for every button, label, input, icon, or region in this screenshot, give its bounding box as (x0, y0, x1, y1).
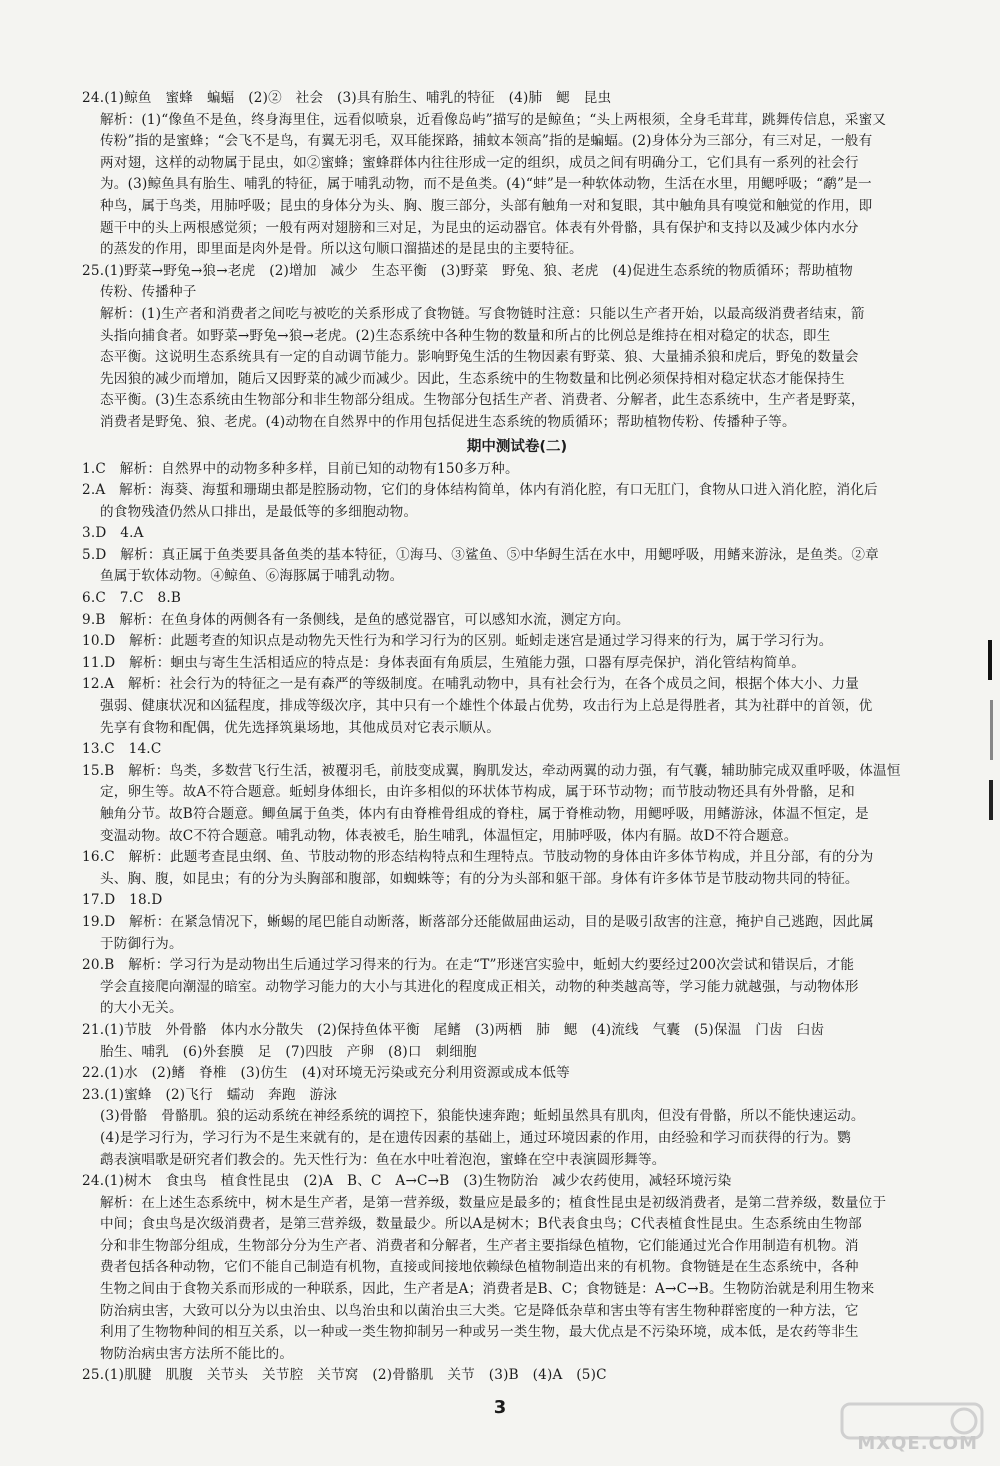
text-line: 态平衡。这说明生态系统具有一定的自动调节能力。影响野兔生活的生物因素有野菜、狼、大量捕杀狼和虎后，野兔的数量会 (100, 349, 859, 366)
text-line: 20.B 解析：学习行为是动物出生后通过学习得来的行为。在走“T”形迷宫实验中，蚯蚓大约要经过200次尝试和错误后，才能 (82, 957, 855, 974)
text-line: 物防治病虫害方法所不能比的。 (100, 1345, 294, 1362)
text-line: 利用了生物物种间的相互关系，以一种或一类生物抑制另一种或另一类生物，最大优点是不污染环境，成本低，是农药等非生 (100, 1324, 859, 1341)
text-line: 2.A 解析：海葵、海蜇和珊瑚虫都是腔肠动物，它们的身体结构简单，体内有消化腔，有口无肛门，食物从口进入消化腔，消化后 (82, 482, 878, 499)
text-line: 头、胸、腹，如昆虫；有的分为头胸部和腹部，如蜘蛛等；有的分为头部和躯干部。身体有许多体节是节肢动物共同的特征。 (100, 870, 859, 887)
text-line: 先因狼的减少而增加，随后又因野菜的减少而减少。因此，生态系统中的生物数量和比例必须保持相对稳定状态才能保持生 (100, 370, 845, 387)
text-line: 于防御行为。 (100, 935, 183, 952)
text-line: 5.D 解析：真正属于鱼类要具备鱼类的基本特征，①海马、③鲨鱼、⑤中华鲟生活在水中，用鳃呼吸，用鳍来游泳，是鱼类。②章 (82, 546, 879, 563)
text-line: 防治病虫害，大致可以分为以虫治虫、以鸟治虫和以菌治虫三大类。它是降低杂草和害虫等有害生物种群密度的一种方法，它 (100, 1302, 859, 1319)
text-line: 解析：(1)生产者和消费者之间吃与被吃的关系形成了食物链。写食物链时注意：只能以生产者开始，以最高级消费者结束，箭 (100, 305, 865, 322)
text-line: 变温动物。故C不符合题意。哺乳动物，体表被毛，胎生哺乳，体温恒定，用肺呼吸，体内有膈。故D不符合题意。 (100, 827, 798, 844)
text-line: 9.B 解析：在鱼身体的两侧各有一条侧线，是鱼的感觉器官，可以感知水流，测定方向。 (82, 611, 630, 628)
text-line: 传粉”指的是蜜蜂；“会飞不是鸟，有翼无羽毛，双耳能探路，捕蚊本领高”指的是蝙蝠。(2)身体分为三部分，有三对足，一般有 (100, 133, 873, 150)
answer-block-part2 (82, 459, 952, 1388)
text-line: 解析：(1)“像鱼不是鱼，终身海里住，远看似喷泉，近看像岛屿”描写的是鲸鱼；“头上两根须，全身毛茸茸，跳舞传信息，采蜜又 (100, 111, 887, 128)
watermark-logo (832, 1402, 992, 1460)
text-line: 两对翅，这样的动物属于昆虫，如②蜜蜂；蜜蜂群体内往往形成一定的组织，成员之间有明确分工，它们具有一系列的社会行 (100, 154, 859, 171)
text-line: 的蒸发的作用，即里面是肉外是骨。所以这句顺口溜描述的是昆虫的主要特征。 (100, 241, 583, 258)
text-line: 题干中的头上两根感觉须；一般有两对翅膀和三对足，为昆虫的运动器官。体表有外骨骼，具有保护和支持以及减少体内水分 (100, 219, 859, 236)
document-page (82, 88, 952, 1387)
text-line: 胎生、哺乳 (6)外套膜 足 (7)四肢 产卵 (8)口 刺细胞 (100, 1043, 477, 1060)
text-line: 24.(1)鲸鱼 蜜蜂 蝙蝠 (2)② 社会 (3)具有胎生、哺乳的特征 (4)肺 鳃 昆虫 (82, 90, 612, 106)
text-line: 先享有食物和配偶，优先选择筑巢场地，其他成员对它表示顺从。 (100, 719, 501, 736)
text-line: 传粉、传播种子 (100, 284, 197, 301)
text-line: 头指向捕食者。如野菜→野兔→狼→老虎。(2)生态系统中各种生物的数量和所占的比例总是维持在相对稳定的状态，即生 (100, 327, 831, 344)
text-line: 16.C 解析：此题考查昆虫纲、鱼、节肢动物的形态结构特点和生理特点。节肢动物的身体由许多体节构成，并且分部，有的分为 (82, 849, 874, 866)
text-line: 定，卵生等。故A不符合题意。蚯蚓身体细长，由许多相似的环状体节构成，属于环节动物；而节肢动物还具有外骨骼，足和 (100, 784, 855, 801)
text-line: 态平衡。(3)生态系统由生物部分和非生物部分组成。生物部分包括生产者、消费者、分解者，此生态系统中，生产者是野菜， (100, 392, 865, 409)
text-line: 触角分节。故B符合题意。鲫鱼属于鱼类，体内有由脊椎骨组成的脊柱，属于脊椎动物，用鳃呼吸，用鳍游泳，体温不恒定，是 (100, 806, 869, 822)
text-line: 鱼属于软体动物。④鲸鱼、⑥海豚属于哺乳动物。 (100, 568, 404, 585)
text-line: 15.B 解析：鸟类，多数营飞行生活，被覆羽毛，前肢变成翼，胸肌发达，牵动两翼的动力强，有气囊，辅助肺完成双重呼吸，体温恒 (82, 762, 901, 779)
text-line: 25.(1)肌腱 肌腹 关节头 关节腔 关节窝 (2)骨骼肌 关节 (3)B (4)A (5)C (82, 1367, 607, 1384)
text-line: 种鸟，属于鸟类，用肺呼吸；昆虫的身体分为头、胸、腹三部分，头部有触角一对和复眼，其中触角具有嗅觉和触觉的作用，即 (100, 197, 873, 214)
text-line: 17.D 18.D (82, 892, 163, 909)
text-line: 1.C 解析：自然界中的动物多种多样，目前已知的动物有150多万种。 (82, 460, 519, 477)
text-line: 解析：在上述生态系统中，树木是生产者，是第一营养级，数量应是最多的；植食性昆虫是初级消费者，是第二营养级，数量位于 (100, 1194, 887, 1211)
binding-edge-mark (978, 620, 1000, 840)
watermark-text: MXQE.COM (857, 1433, 978, 1454)
text-line: 19.D 解析：在紧急情况下，蜥蜴的尾巴能自动断落，断落部分还能做屈曲运动，目的是吸引敌害的注意，掩护自己逃跑，因此属 (82, 913, 874, 930)
answer-block-part1 (82, 88, 952, 434)
text-line: 中间；食虫鸟是次级消费者，是第三营养级，数量最少。所以A是树木；B代表食虫鸟；C代表植食性昆虫。生态系统由生物部 (100, 1216, 862, 1233)
section-title: 期中测试卷(二) (466, 438, 568, 455)
text-line: 鹉表演唱歌是研究者们教会的。先天性行为：鱼在水中吐着泡泡，蜜蜂在空中表演圆形舞等。 (100, 1151, 666, 1168)
text-line: 22.(1)水 (2)鳍 脊椎 (3)仿生 (4)对环境无污染或充分利用资源或成本低等 (82, 1065, 570, 1082)
text-line: 消费者是野兔、狼、老虎。(4)动物在自然界中的作用包括促进生态系统的物质循环；帮助植物传粉、传播种子等。 (100, 413, 796, 430)
page-number: 3 (493, 1397, 507, 1418)
text-line: 3.D 4.A (82, 525, 144, 542)
text-line: 学会直接爬向潮湿的暗室。动物学习能力的大小与其进化的程度成正相关，动物的种类越高等，学习能力就越强，与动物体形 (100, 978, 859, 995)
text-line: 11.D 解析：蛔虫与寄生生活相适应的特点是：身体表面有角质层，生殖能力强，口器有厚壳保护，消化管结构简单。 (82, 654, 806, 671)
text-line: 强弱、健康状况和凶猛程度，排成等级次序，其中只有一个雄性个体最占优势，攻击行为上总是得胜者，其为社群中的首领，优 (100, 698, 873, 715)
text-line: 的食物残渣仍然从口排出，是最低等的多细胞动物。 (100, 503, 418, 520)
text-line: 13.C 14.C (82, 741, 162, 758)
text-line: 12.A 解析：社会行为的特征之一是有森严的等级制度。在哺乳动物中，具有社会行为，在各个成员之间，根据个体大小、力量 (82, 676, 860, 693)
text-line: 为。(3)鲸鱼具有胎生、哺乳的特征，属于哺乳动物，而不是鱼类。(4)“蚌”是一种软体动物，生活在水里，用鳃呼吸；“鹬”是一 (100, 176, 872, 193)
text-line: 25.(1)野菜→野兔→狼→老虎 (2)增加 减少 生态平衡 (3)野菜 野兔、狼、老虎 (4)促进生态系统的物质循环；帮助植物 (82, 262, 853, 279)
text-line: (4)是学习行为，学习行为不是生来就有的，是在遗传因素的基础上，通过环境因素的作用，由经验和学习而获得的行为。鹦 (100, 1129, 851, 1146)
text-line: 的大小无关。 (100, 1000, 183, 1017)
text-line: 10.D 解析：此题考查的知识点是动物先天性行为和学习行为的区别。蚯蚓走迷宫是通过学习得来的行为，属于学习行为。 (82, 633, 833, 650)
text-line: (3)骨骼 骨骼肌。狼的运动系统在神经系统的调控下，狼能快速奔跑；蚯蚓虽然具有肌肉，但没有骨骼，所以不能快速运动。 (100, 1108, 865, 1125)
text-line: 费者包括各种动物，它们不能自己制造有机物，直接或间接地依赖绿色植物制造出来的有机物。食物链是在生态系统中，各种 (100, 1259, 859, 1276)
text-line: 6.C 7.C 8.B (82, 590, 182, 607)
text-line: 分和非生物部分组成，生物部分分为生产者、消费者和分解者，生产者主要指绿色植物，它们能通过光合作用制造有机物。消 (100, 1237, 859, 1254)
text-line: 23.(1)蜜蜂 (2)飞行 蠕动 奔跑 游泳 (82, 1086, 338, 1103)
text-line: 21.(1)节肢 外骨骼 体内水分散失 (2)保持鱼体平衡 尾鳍 (3)两栖 肺 鳃 (4)流线 气囊 (5)保温 门齿 臼齿 (82, 1021, 825, 1038)
text-line: 生物之间由于食物关系而形成的一种联系，因此，生产者是A；消费者是B、C；食物链是：A→C→B。生物防治就是利用生物来 (100, 1281, 875, 1298)
text-line: 24.(1)树木 食虫鸟 植食性昆虫 (2)A B、C A→C→B (3)生物防治 减少农药使用，减轻环境污染 (82, 1173, 732, 1190)
